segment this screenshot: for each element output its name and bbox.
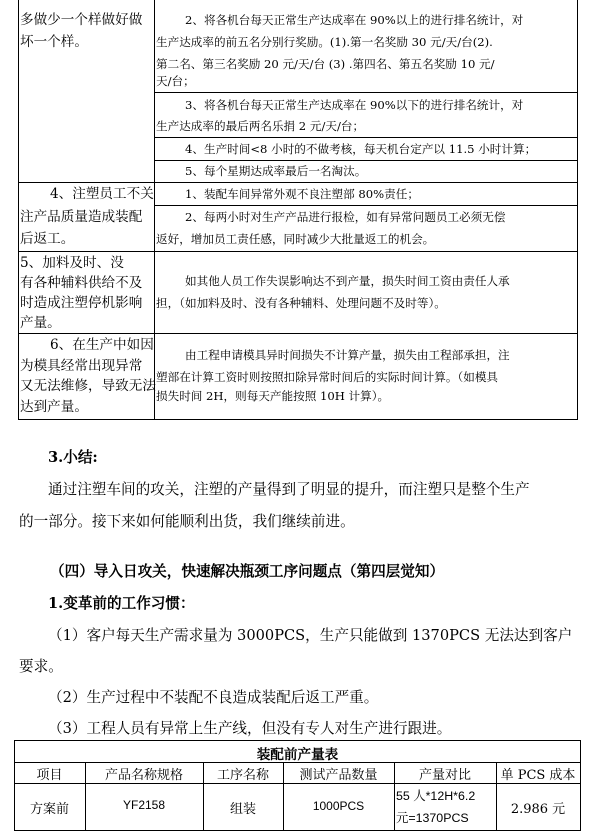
table2-header-process: 工序名称 (216, 768, 269, 783)
row-5-left-line-2: 有各种辅料供给不及 (20, 275, 143, 291)
table-column-divider (154, 0, 155, 420)
table2-cell-product: YF2158 (122, 798, 166, 812)
section-4-item-1-line-1: （1）客户每天生产需求量为 3000PCS，生产只能做到 1370PCS 无法达到客户 (48, 627, 573, 644)
table-border-left (18, 0, 19, 420)
item-3-line-2: 生产达成率的最后两名乐捐 2 元/天/台； (156, 119, 365, 133)
row-4-left-line-2: 注产品质量造成装配 (20, 209, 143, 225)
summary-line-2: 的一部分。接下来如何能顺利出货，我们继续前进。 (19, 513, 355, 530)
table2-header-item: 项目 (36, 768, 63, 783)
table2-top-border (14, 740, 581, 741)
section-4-item-1-line-2: 要求。 (19, 658, 63, 675)
row-5-left-line-4: 产量。 (20, 315, 61, 331)
row-5-right-line-1: 如其他人员工作失误影响达不到产量，损失时间工资由责任人承 (185, 274, 510, 288)
summary-line-1: 通过注塑车间的攻关，注塑的产量得到了明显的提升，而注塑只是整个生产 (48, 481, 530, 498)
table2-cell-compare-line-1: 55 人*12H*6.2 (396, 789, 476, 803)
table-bottom-border (18, 419, 578, 420)
table2-cell-cost: 2.986 元 (510, 802, 566, 817)
row-intro-left-line-1: 多做少一个样做好做 (20, 12, 143, 28)
table2-title: 装配前产量表 (256, 747, 339, 763)
section-4-heading: （四）导入日攻关，快速解决瓶颈工序问题点（第四层觉知） (50, 563, 445, 580)
row-6-left-line-4: 达到产量。 (20, 399, 88, 415)
section-4-subheading: 1.变革前的工作习惯： (48, 595, 195, 612)
table2-header-compare: 产量对比 (418, 768, 471, 783)
row-5-right-line-2: 担，（如加料及时、没有各种辅料、处理问题不及时等）。 (156, 296, 446, 310)
table-border-right (577, 0, 578, 420)
row-6-right-line-2: 塑部在计算工资时则按照扣除异常时间后的实际时间计算。（如模具 (156, 370, 499, 384)
item-4-line: 4、生产时间<8 小时的不做考核，每天机台定产以 11.5 小时计算； (185, 142, 537, 156)
row-4-right-item-2-line-1: 2、每两小时对生产产品进行报检，如有异常问题员工必须无偿 (185, 210, 506, 224)
row-6-right-line-1: 由工程申请模具异时间损失不计算产量，损失由工程部承担，注 (185, 348, 510, 362)
table2-cell-quantity: 1000PCS (312, 799, 365, 813)
item-2-line-3: 第二名、第三名奖励 20 元/天/台 (3) .第四名、第五名奖励 10 元/ (156, 57, 495, 71)
item-3-line-1: 3、将各机台每天正常生产达成率在 90%以下的进行排名统计，对 (185, 98, 524, 112)
row-6-right-line-3: 损失时间 2H，则每天产能按照 10H 计算）。 (156, 389, 390, 403)
table2-header-product: 产品名称规格 (104, 768, 183, 783)
item-2-line-1: 2、将各机台每天正常生产达成率在 90%以上的进行排名统计，对 (185, 13, 524, 27)
item-2-line-2: 生产达成率的前五名分别行奖励。(1).第一名奖励 30 元/天/台(2). (156, 35, 493, 49)
section-4-item-3: （3）工程人员有异常上生产线，但没有专人对生产进行跟进。 (48, 720, 452, 737)
table2-header-quantity: 测试产品数量 (299, 768, 378, 783)
row-4-right-item-2-line-2: 返好，增加员工责任感，同时减少大批量返工的机会。 (156, 232, 435, 246)
row-5-left-line-1: 5、加料及时、没 (20, 255, 124, 271)
item-2-line-4: 天/台； (156, 74, 195, 88)
row-4-right-item-1: 1、装配车间异常外观不良注塑部 80%责任； (185, 187, 419, 201)
summary-heading: 3.小结: (48, 449, 98, 466)
table2-header-cost: 单 PCS 成本 (500, 768, 576, 783)
table2-cell-item: 方案前 (29, 802, 69, 817)
row-6-left-line-1: 6、在生产中如因 (50, 337, 154, 353)
row-divider (154, 92, 578, 93)
row-6-left-line-3: 又无法维修，导致无法 (20, 378, 156, 394)
row-4-left-line-1: 4、注塑员工不关 (50, 186, 154, 202)
section-4-item-2: （2）生产过程中不装配不良造成装配后返工严重。 (48, 689, 379, 706)
row-6-left-line-2: 为模具经常出现异常 (20, 358, 143, 374)
row-5-left-line-3: 时造成注塑停机影响 (20, 295, 143, 311)
table2-cell-process: 组装 (229, 802, 256, 817)
row-intro-left-line-2: 坏一个样。 (20, 34, 88, 50)
item-5-line: 5、每个星期达成率最后一名淘汰。 (185, 164, 367, 178)
row-4-left-line-3: 后返工。 (20, 231, 75, 247)
table2-cell-compare-line-2: 元=1370PCS (396, 811, 469, 825)
